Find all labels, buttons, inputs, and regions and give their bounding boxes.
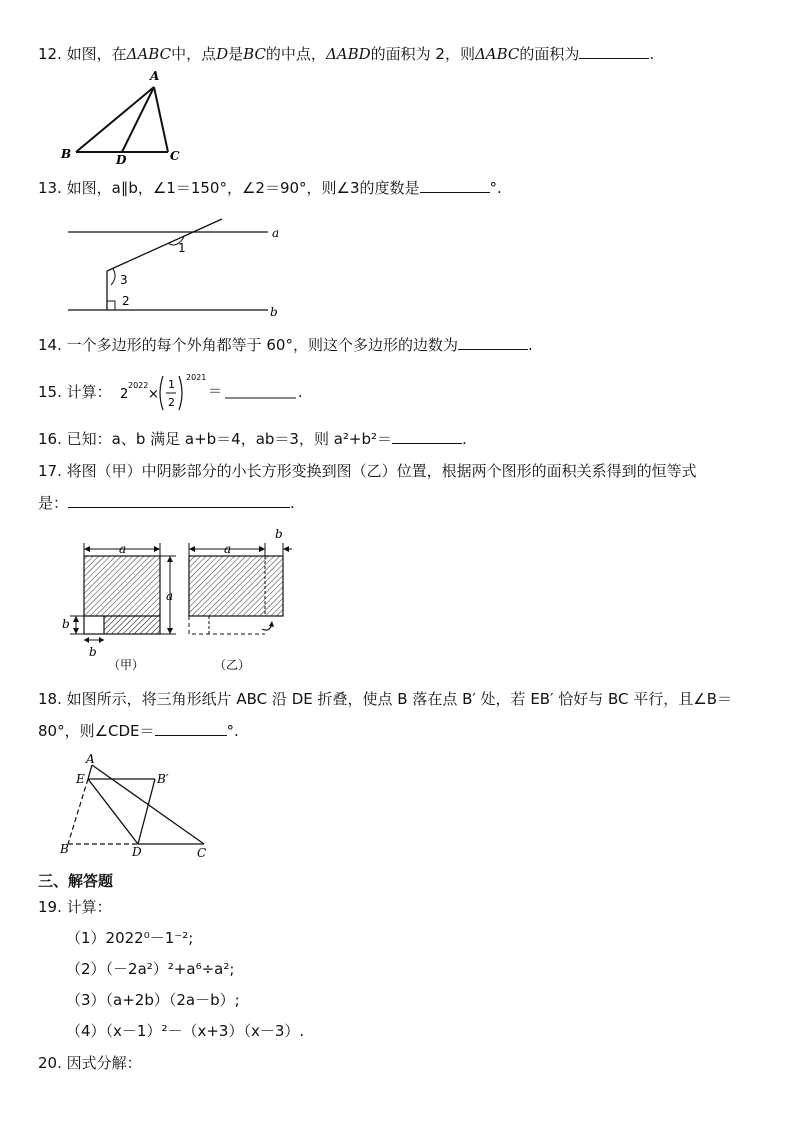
label-a: A: [150, 69, 160, 83]
svg-text:a: a: [119, 542, 127, 556]
svg-text:1: 1: [168, 378, 175, 391]
q13-stem: 13. 如图，a∥b，∠1＝150°，∠2＝90°，则∠3的度数是 °.: [38, 179, 502, 197]
svg-text:E: E: [76, 772, 85, 786]
svg-text:C: C: [197, 846, 207, 860]
q15-stem: 15. 计算：: [38, 383, 112, 401]
svg-text:2022: 2022: [128, 381, 149, 390]
svg-text:b: b: [62, 617, 70, 631]
label-3: 3: [120, 273, 128, 287]
q17-stem-line2: 是： .: [38, 494, 295, 512]
label-d: D: [116, 153, 127, 167]
answer-blank[interactable]: [155, 721, 227, 736]
answer-blank[interactable]: [420, 178, 490, 193]
jia-strip-shaded: [104, 616, 160, 634]
svg-text:b: b: [89, 645, 97, 659]
label-yi: （乙）: [214, 658, 251, 672]
side-ac: [154, 87, 168, 152]
svg-text:2021: 2021: [186, 373, 207, 382]
q16-stem: 16. 已知：a、b 满足 a+b＝4，ab＝3，则 a²+b²＝ .: [38, 430, 467, 448]
side-ae: [88, 765, 92, 779]
svg-text:×: ×: [148, 387, 159, 402]
svg-text:.: .: [298, 385, 303, 401]
svg-text:2: 2: [120, 387, 129, 402]
q15-expression: [118, 368, 308, 414]
q17-area-figure: [56, 525, 306, 675]
answer-blank[interactable]: [392, 429, 462, 444]
q14-stem: 14. 一个多边形的每个外角都等于 60°，则这个多边形的边数为 .: [38, 336, 533, 354]
angle-3-arc: [111, 269, 115, 285]
label-b: b: [270, 305, 278, 319]
svg-text:b: b: [275, 527, 283, 541]
q18-stem-line2: 80°，则∠CDE＝ °.: [38, 722, 239, 740]
label-a: a: [272, 226, 280, 240]
svg-text:＝: ＝: [208, 384, 222, 400]
answer-blank[interactable]: [68, 493, 290, 508]
svg-text:A: A: [86, 752, 95, 766]
q12-stem: 12. 如图，在ΔABC中，点D是BC的中点，ΔABD的面积为 2，则ΔABC的面积为 .: [38, 45, 655, 63]
transversal: [107, 219, 222, 271]
label-b: B: [61, 147, 72, 161]
svg-text:B′: B′: [157, 772, 169, 786]
svg-text:a: a: [166, 589, 174, 603]
q19-part1: （1）2022⁰－1⁻²;: [66, 929, 194, 947]
q13-parallel-lines-figure: [60, 215, 290, 320]
label-1: 1: [178, 241, 186, 255]
median-ad: [122, 87, 154, 152]
q19-part2: （2）（－2a²）²+a⁶÷a²;: [66, 960, 235, 978]
side-ab: [76, 87, 154, 152]
yi-dashed-strip: [189, 616, 265, 634]
svg-text:a: a: [224, 542, 232, 556]
right-angle-mark: [107, 301, 115, 310]
q19-title: 19. 计算：: [38, 898, 112, 916]
q19-part4: （4）（x－1）²－（x+3）（x－3）.: [66, 1022, 305, 1040]
segment-b-prime-d: [138, 779, 155, 844]
side-eb-dashed: [68, 779, 88, 844]
label-2: 2: [122, 294, 130, 308]
label-c: C: [170, 149, 180, 163]
answer-blank[interactable]: [458, 335, 528, 350]
q18-fold-figure: [58, 752, 218, 862]
label-jia: （甲）: [108, 658, 145, 672]
fold-line-de: [88, 779, 138, 844]
answer-blank[interactable]: [579, 44, 649, 59]
svg-text:B: B: [60, 842, 69, 856]
q18-stem-line1: 18. 如图所示，将三角形纸片 ABC 沿 DE 折叠，使点 B 落在点 B′ 处，若 EB′ 恰好与 BC 平行，且∠B＝: [38, 690, 733, 708]
svg-text:2: 2: [168, 396, 175, 409]
q20-title: 20. 因式分解：: [38, 1054, 142, 1072]
yi-shaded: [189, 556, 283, 616]
jia-corner: [84, 616, 104, 634]
section-heading: 三、解答题: [38, 872, 114, 890]
q17-stem-line1: 17. 将图（甲）中阴影部分的小长方形变换到图（乙）位置，根据两个图形的面积关系得到的恒等式: [38, 462, 697, 480]
svg-text:D: D: [132, 845, 142, 859]
q19-part3: （3）（a+2b）（2a－b）;: [66, 991, 240, 1009]
q12-triangle-figure: [58, 70, 188, 165]
